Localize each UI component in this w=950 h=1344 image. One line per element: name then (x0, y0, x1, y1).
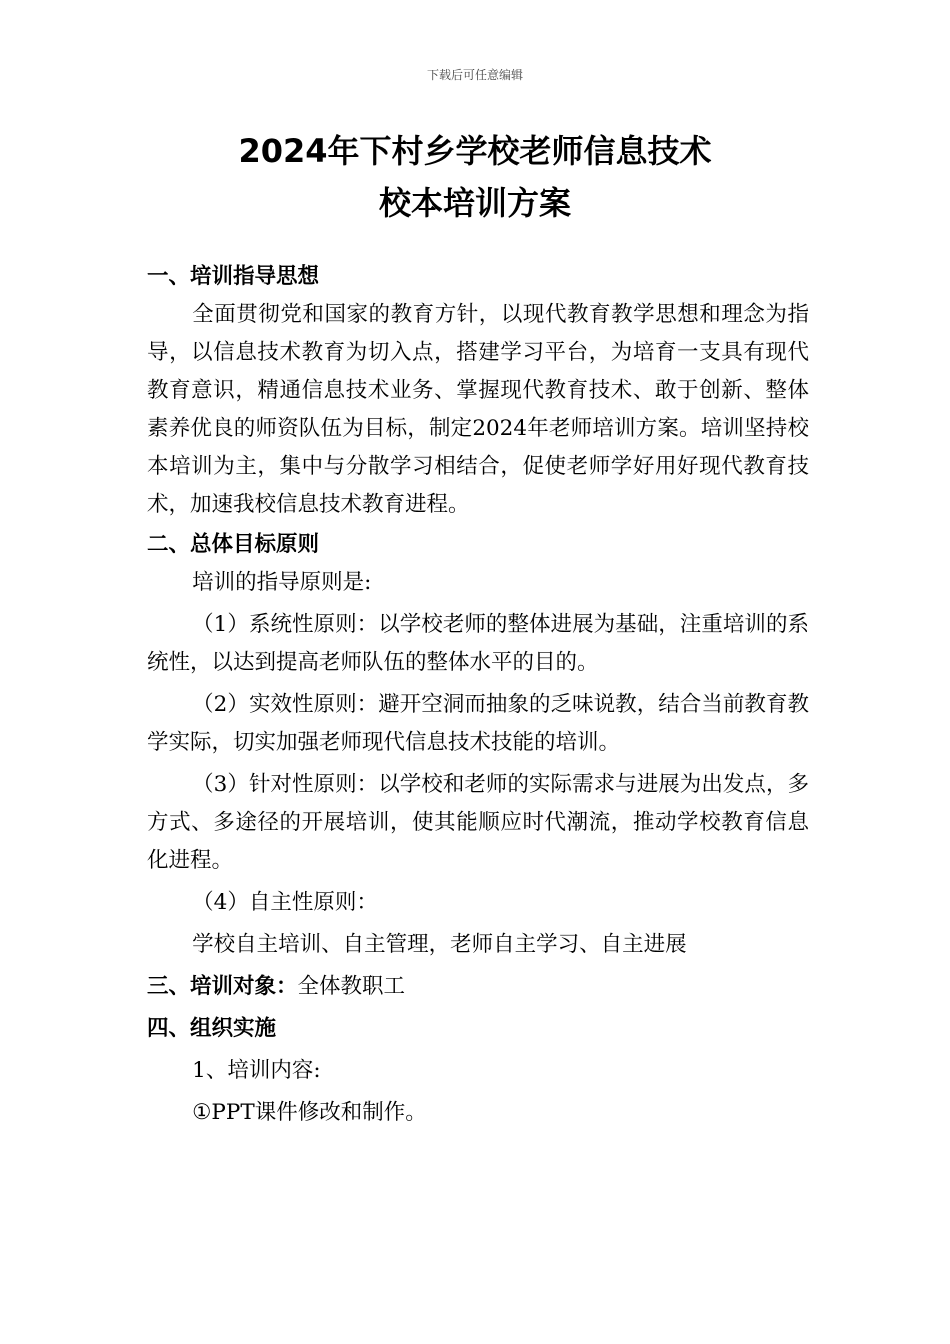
section-1-heading: 一、培训指导思想 (147, 264, 320, 289)
section-2-heading: 二、总体目标原则 (147, 532, 320, 557)
principle-3: （3）针对性原则：以学校和老师的实际需求与进展为出发点，多方式、多途径的开展培训，使其能顺应时代潮流，推动学校教育信息化进程。 (147, 772, 809, 873)
document-title-line-1: 2024年下村乡学校老师信息技术 (238, 132, 712, 170)
document-body (147, 256, 809, 1132)
section-4-item-1-sub: ①PPT课件修改和制作。 (192, 1100, 427, 1125)
section-4-heading: 四、组织实施 (147, 1016, 277, 1041)
section-4-item-1: 1、培训内容: (192, 1058, 321, 1083)
section-3-value: 全体教职工 (297, 974, 406, 999)
principle-2: （2）实效性原则：避开空洞而抽象的乏味说教，结合当前教育教学实际，切实加强老师现代信息技术技能的培训。 (147, 692, 809, 755)
section-1-paragraph: 全面贯彻党和国家的教育方针，以现代教育教学思想和理念为指导，以信息技术教育为切入点，搭建学习平台，为培育一支具有现代教育意识，精通信息技术业务、掌握现代教育技术、敢于创新、整体素养优良的师资队伍为目标，制定2024年老师培训方案。培训坚持校本培训为主，集中与分散学习相结合，促使老师学好用好现代教育技术，加速我校信息技术教育进程。 (147, 302, 809, 517)
section-3-line (147, 968, 809, 1006)
principle-4: （4）自主性原则： (192, 890, 378, 915)
header-note: 下载后可任意编辑 (426, 68, 523, 82)
principle-1: （1）系统性原则：以学校老师的整体进展为基础，注重培训的系统性，以达到提高老师队伍的整体水平的目的。 (147, 612, 809, 675)
section-3-heading: 三、培训对象： (147, 974, 298, 999)
document-title-line-2: 校本培训方案 (378, 184, 571, 222)
principle-4-detail: 学校自主培训、自主管理，老师自主学习、自主进展 (192, 932, 687, 957)
section-2-intro: 培训的指导原则是: (192, 570, 372, 595)
